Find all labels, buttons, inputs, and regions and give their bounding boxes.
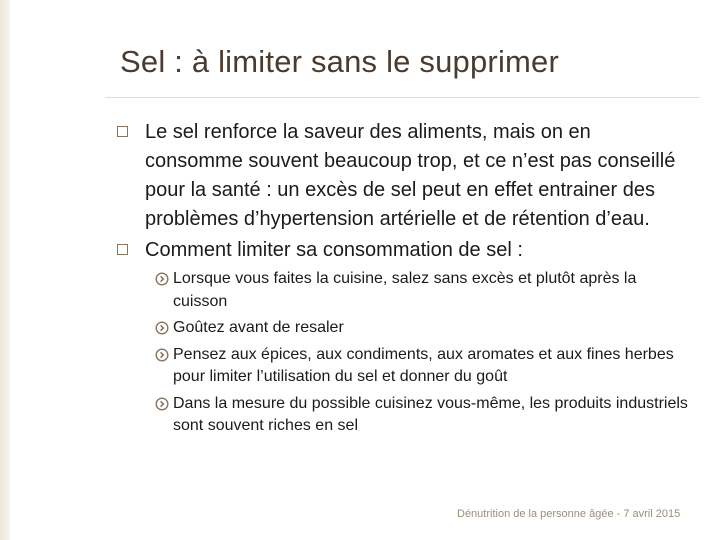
slide-footer: Dénutrition de la personne âgée - 7 avril 2015 xyxy=(457,508,681,520)
circle-chevron-icon xyxy=(155,272,169,286)
sub-bullet-item xyxy=(155,393,690,438)
sub-bullet-item xyxy=(155,317,690,340)
square-bullet-icon xyxy=(117,126,128,137)
sub-bullet-text: Dans la mesure du possible cuisinez vous-même, les produits industriels sont souvent riches en sel xyxy=(173,394,688,434)
slide-title: Sel : à limiter sans le supprimer xyxy=(120,44,560,79)
decorative-side-strip xyxy=(0,0,10,540)
bullet-item xyxy=(115,236,690,265)
bullet-text: Comment limiter sa consommation de sel : xyxy=(145,239,523,261)
sub-bullet-text: Pensez aux épices, aux condiments, aux aromates et aux fines herbes pour limiter l’utilisation du sel et donner du goût xyxy=(173,345,674,385)
sub-bullet-item xyxy=(155,268,690,313)
square-bullet-icon xyxy=(117,244,128,255)
sub-bullet-list xyxy=(155,268,690,438)
circle-chevron-icon xyxy=(155,321,169,335)
circle-chevron-icon xyxy=(155,348,169,362)
sub-bullet-text: Lorsque vous faites la cuisine, salez sans excès et plutôt après la cuisson xyxy=(173,270,637,310)
title-divider xyxy=(105,97,700,98)
bullet-item xyxy=(115,118,690,234)
sub-bullet-item xyxy=(155,344,690,389)
slide-content xyxy=(115,118,690,442)
sub-bullet-text: Goûtez avant de resaler xyxy=(173,319,344,336)
circle-chevron-icon xyxy=(155,397,169,411)
bullet-text: Le sel renforce la saveur des aliments, mais on en consomme souvent beaucoup trop, et ce n’est pas conseillé pour la santé : un excès de sel peut en effet entrainer des problèmes d’hypertension artérielle et de rétention d’eau. xyxy=(145,121,676,230)
